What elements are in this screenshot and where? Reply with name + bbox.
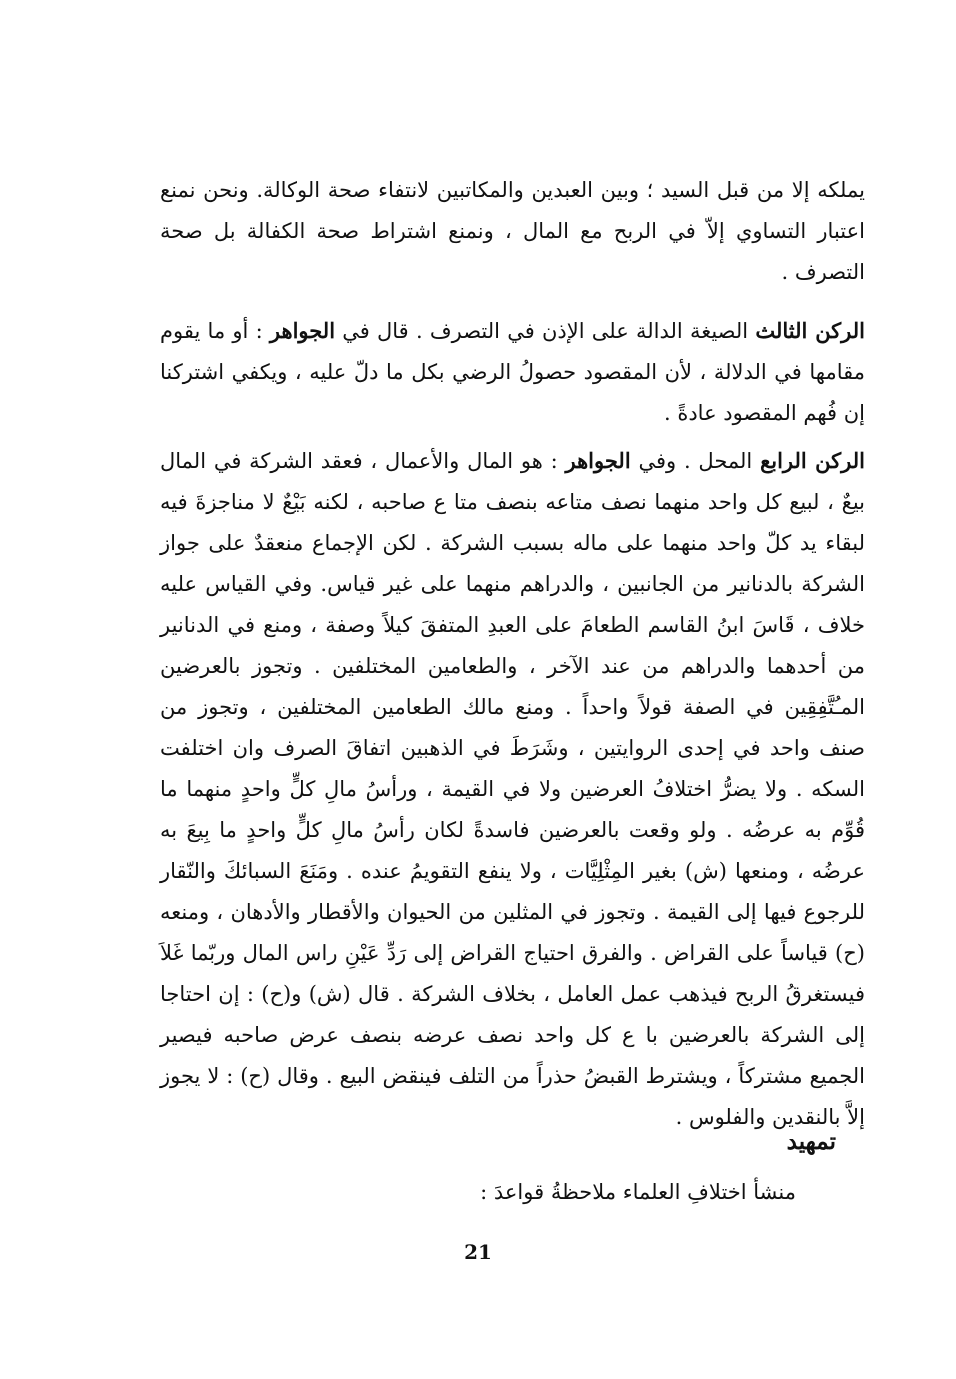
paragraph-3-rest: : هو المال والأعمال ، فعقد الشركة في المال بيعٌ ، لبيع كل واحد منهما نصف متاعه بنصف متا ع صاحبه ، لكنه بَيْعٌ لا مناجزةَ فيه لبقاء يد كلّ واحد منهما على ماله بسبب الشركة . لكن الإجماع منعقدٌ على جواز الشركة بالدنانير من الجانبين ، والدراهم منهما على غير قياس. وفي القياس عليه خلاف ، قَاسَ ابنُ القاسم الطعامَ على العبدِ المتفقَ كيلاً وصفة ، ومنع في الدنانير من أحدهما والدراهم من عند الآخر ، والطعامين المختلفين . وتجوز بالعرضين المـُتَّفِقِين في الصفة قولاً واحداً . ومنع مالك الطعامين المختلفين ، وتجوز من صنف واحد في إحدى الروايتين ، وشَرَطَ في الذهبين اتفاقَ الصرف وان اختلفت السكه . ولا يضرُّ اختلافُ العرضين ولا في القيمة ، ورأسُ مالِ كلٍّ واحدٍ منهما ما قُوِّم به عرضُه . ولو وقعت بالعرضين فاسدةً لكان رأسُ مالِ كلٍّ واحدٍ ما بِيعَ به عرضُه ، ومنعها (ش) بغير المِثْلِيَّات ، ولا ينفع التقويمُ عنده . ومَنَعَ السبائكَ والنّقار للرجوع فيها إلى القيمة . وتجوز في المثلين من الحيوان والأقطار والأدهان ، ومنعه (ح) قياساً على القراض . والفرق احتياج القراض إلى رَدِّ عَيْنِ راس المال وربّما غَلاَ فيستغرقُ الربح فيذهب عمل العامل ، بخلاف الشركة . قال (ش) و(ح) : إن احتاجا إلى الشركة بالعرضين با ع كل واحد نصف عرضه بنصف عرض صاحبه فيصير الجميع مشتركاً ، ويشترط القبضُ حذراً من التلف فينقض البيع . وقال (ح) : لا يجوز إلاَّ بالنقدين والفلوس . — [160, 449, 865, 1129]
section-heading: تمهيد — [786, 1128, 836, 1155]
intro-line: منشأ اختلافِ العلماء ملاحظةُ قواعدَ : — [480, 1180, 796, 1204]
paragraph-3-source: الجواهر — [565, 448, 631, 473]
paragraph-2 — [160, 310, 865, 434]
paragraph-1 — [160, 170, 865, 293]
paragraph-2-source: الجواهر — [269, 318, 336, 343]
page-number: 21 — [464, 1240, 492, 1264]
paragraph-3-text — [160, 440, 865, 1138]
paragraph-1-text: يملكه إلا من قبل السيد ؛ وبين العبدين والمكاتبين لانتفاء صحة الوكالة. ونحن نمنع اعتبار التساوي إلاّ في الربح مع المال ، ونمنع اشتراط صحة الكفالة بل صحة التصرف . — [160, 178, 865, 284]
paragraph-2-text — [160, 310, 865, 434]
paragraph-3-lead: الركن الرابع — [760, 448, 865, 473]
paragraph-3 — [160, 440, 865, 1138]
paragraph-2-rest: : أو ما يقوم مقامها في الدلالة ، لأن المقصود حصولُ الرضي بكل ما دلّ عليه ، ويكفي اشتركنا إن فُهم المقصود عادةً . — [160, 319, 865, 425]
paragraph-3-body: المحل . وفي — [630, 449, 761, 473]
paragraph-2-lead: الركن الثالث — [755, 318, 865, 343]
paragraph-2-body: الصيغة الدالة على الإذن في التصرف . قال في — [335, 319, 756, 343]
